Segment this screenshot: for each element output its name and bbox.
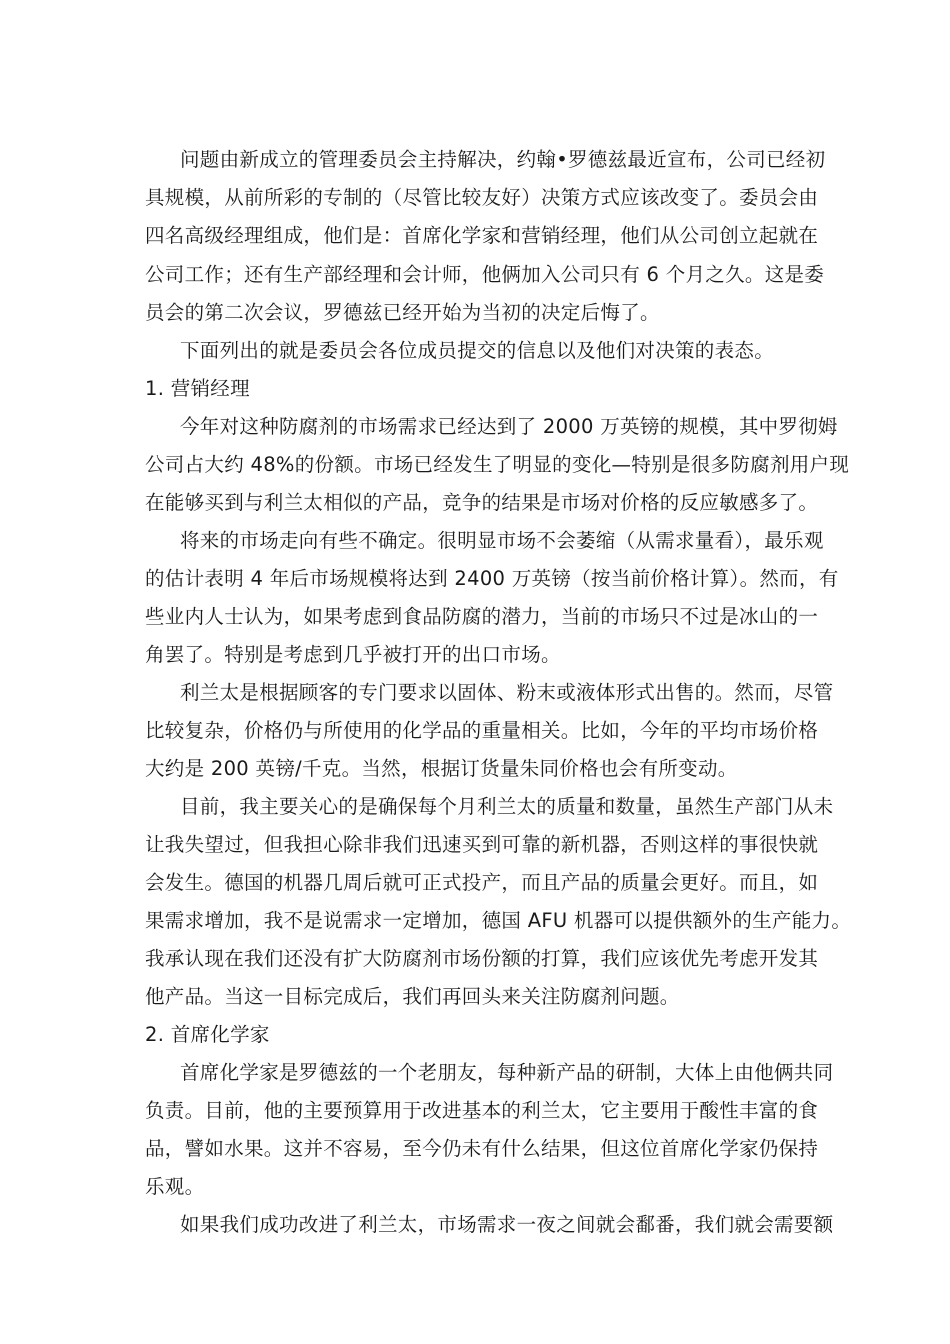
paragraph-line: 我承认现在我们还没有扩大防腐剂市场份额的打算，我们应该优先考虑开发其 <box>145 947 819 970</box>
paragraph-line: 具规模，从前所彩的专制的（尽管比较友好）决策方式应该改变了。委员会由 <box>145 186 819 209</box>
paragraph-line: 如果我们成功改进了利兰太，市场需求一夜之间就会鄱番，我们就会需要额 <box>180 1213 834 1236</box>
paragraph-line: 四名高级经理组成，他们是：首席化学家和营销经理，他们从公司创立起就在 <box>145 224 819 247</box>
paragraph-line: 首席化学家是罗德兹的一个老朋友，每种新产品的研制，大体上由他俩共同 <box>180 1061 834 1084</box>
paragraph-line: 的估计表明 4 年后市场规模将达到 2400 万英镑（按当前价格计算）。然而，有 <box>145 567 839 590</box>
paragraph-line: 大约是 200 英镑/千克。当然，根据订货量朱同价格也会有所变动。 <box>145 757 738 780</box>
paragraph-line: 利兰太是根据顾客的专门要求以固体、粉末或液体形式出售的。然而，尽管 <box>180 681 834 704</box>
paragraph-line: 公司工作；还有生产部经理和会计师，他俩加入公司只有 6 个月之久。这是委 <box>145 263 825 286</box>
paragraph-line: 角罢了。特别是考虑到几乎被打开的出口市场。 <box>145 643 561 666</box>
paragraph-line: 品，譬如水果。这并不容易，至今仍未有什么结果，但这位首席化学家仍保持 <box>145 1137 819 1160</box>
paragraph-line: 比较复杂，价格仍与所使用的化学品的重量相关。比如，今年的平均市场价格 <box>145 719 819 742</box>
section-heading: 1. 营销经理 <box>145 377 250 400</box>
paragraph-line: 今年对这种防腐剂的市场需求已经达到了 2000 万英镑的规模，其中罗彻姆 <box>180 415 838 438</box>
paragraph-line: 下面列出的就是委员会各位成员提交的信息以及他们对决策的表态。 <box>180 339 775 362</box>
paragraph-line: 在能够买到与利兰太相似的产品，竞争的结果是市场对价格的反应敏感多了。 <box>145 491 819 514</box>
paragraph-line: 让我失望过，但我担心除非我们迅速买到可靠的新机器，否则这样的事很快就 <box>145 833 819 856</box>
paragraph-line: 他产品。当这一目标完成后，我们再回头来关注防腐剂问题。 <box>145 985 680 1008</box>
paragraph-line: 果需求增加，我不是说需求一定增加，德国 AFU 机器可以提供额外的生产能力。 <box>145 909 852 932</box>
paragraph-line: 员会的第二次会议，罗德兹已经开始为当初的决定后悔了。 <box>145 301 660 324</box>
paragraph-line: 公司占大约 48%的份额。市场已经发生了明显的变化—特别是很多防腐剂用户现 <box>145 453 850 476</box>
paragraph-line: 乐观。 <box>145 1175 205 1198</box>
paragraph-line: 将来的市场走向有些不确定。很明显市场不会萎缩（从需求量看），最乐观 <box>180 529 824 552</box>
paragraph-line: 负责。目前，他的主要预算用于改进基本的利兰太，它主要用于酸性丰富的食 <box>145 1099 819 1122</box>
paragraph-line: 问题由新成立的管理委员会主持解决，约翰•罗德兹最近宣布，公司已经初 <box>180 148 826 171</box>
paragraph-line: 会发生。德国的机器几周后就可正式投产，而且产品的质量会更好。而且，如 <box>145 871 819 894</box>
section-heading: 2. 首席化学家 <box>145 1023 270 1046</box>
paragraph-line: 些业内人士认为，如果考虑到食品防腐的潜力，当前的市场只不过是冰山的一 <box>145 605 819 628</box>
paragraph-line: 目前，我主要关心的是确保每个月利兰太的质量和数量，虽然生产部门从未 <box>180 795 834 818</box>
